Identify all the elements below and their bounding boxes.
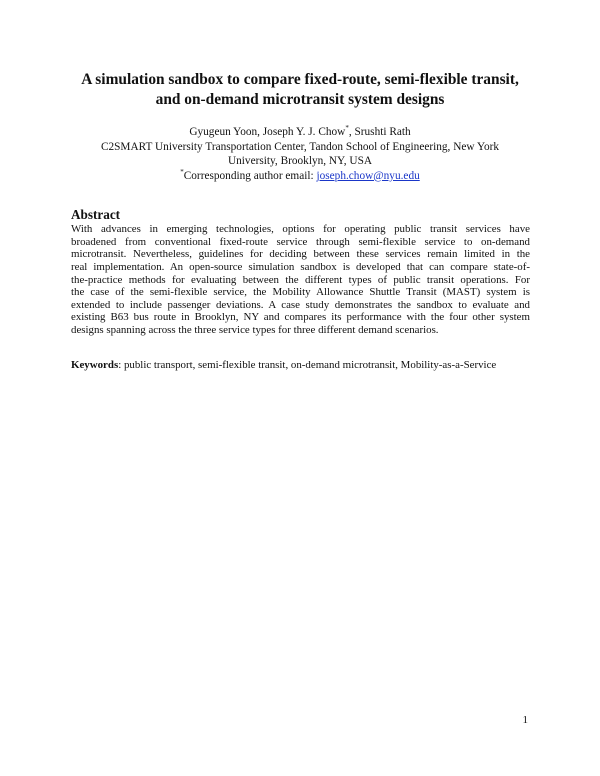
affiliation-line-2: University, Brooklyn, NY, USA [227, 155, 373, 168]
abstract-line: designs spanning across the three service types for three different demand scenarios. [71, 324, 439, 336]
title-line-2: and on-demand microtransit system designs [155, 91, 445, 108]
paper-title [40, 70, 560, 110]
title-line-1: A simulation sandbox to compare fixed-route, semi-flexible transit, [81, 71, 519, 88]
keywords-line [71, 359, 541, 372]
abstract-heading: Abstract [71, 207, 121, 222]
abstract-line: the case of the semi-flexible service, the Mobility Allowance Shuttle Transit (MAST) system is [71, 286, 530, 299]
abstract-line: real implementation. An open-source simulation sandbox is developed that can compare state-of- [71, 260, 530, 273]
email-link[interactable]: joseph.chow@nyu.edu [316, 169, 420, 182]
abstract-line: With advances in emerging technologies, options for operating public transit services have [71, 223, 530, 235]
author-names-part-2: , Srushti Rath [348, 126, 411, 138]
author-names-part-1: Gyugeun Yoon, Joseph Y. J. Chow [189, 126, 346, 138]
abstract-line: broadened from conventional fixed-route service through semi-flexible service to on-demand [71, 235, 530, 248]
corresponding-email-line [40, 169, 560, 184]
keywords-label: Keywords [71, 359, 119, 371]
abstract-line: extended to include passenger deviations. A case study demonstrates the sandbox to evaluate and [71, 298, 530, 311]
corresponding-author-mark: * [345, 124, 349, 132]
author-block [40, 125, 560, 183]
abstract-body [71, 223, 530, 337]
abstract-line: existing B63 bus route in Brooklyn, NY and compares its performance with the four other system [71, 311, 530, 324]
affiliation-line-1: C2SMART University Transportation Center, Tandon School of Engineering, New York [100, 140, 500, 153]
keywords-text: : public transport, semi-flexible transit, on-demand microtransit, Mobility-as-a-Service [118, 359, 497, 371]
email-label: Corresponding author email: [183, 169, 317, 182]
abstract-line: microtransit. Nevertheless, guidelines for deciding between these services remain limited in the [71, 248, 530, 261]
page-number: 1 [522, 714, 528, 726]
email-footnote-mark: * [180, 167, 184, 176]
abstract-line: the-practice methods for evaluating between the different types of public transit operations. For [71, 273, 530, 286]
author-names [40, 125, 560, 140]
